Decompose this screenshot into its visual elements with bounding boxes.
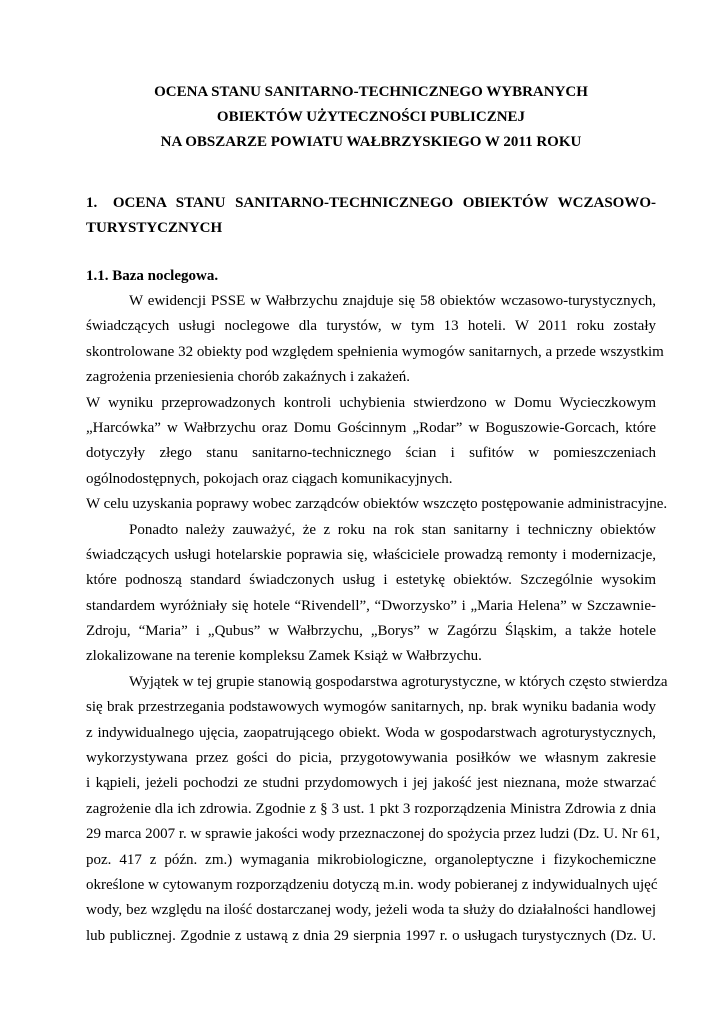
text-line: W celu uzyskania poprawy wobec zarządców obiektów wszczęto postępowanie administracyjne.	[86, 496, 668, 513]
text-line: ogólnodostępnych, pokojach oraz ciągach komunikacyjnych.	[86, 470, 453, 487]
text-line: które podnoszą standard świadczonych usług i estetykę obiektów. Szczególnie wysokim	[86, 572, 656, 589]
title-line-2: OBIEKTÓW UŻYTECZNOŚCI PUBLICZNEJ	[216, 109, 526, 125]
text-line: i kąpieli, jeżeli pochodzi ze studni przydomowych i jej jakość jest nieznana, może stwarzać	[86, 775, 656, 792]
text-line: lub publicznej. Zgodnie z ustawą z dnia 29 sierpnia 1997 r. o usługach turystycznych (Dz. U.	[86, 927, 656, 944]
body-text	[86, 289, 668, 949]
section-heading	[86, 191, 656, 241]
text-line: skontrolowane 32 obiekty pod względem spełnienia wymogów sanitarnych, a przede wszystkim	[86, 343, 664, 360]
text-line: wykorzystywana przez gości do picia, przygotowywania posiłków we własnym zakresie	[86, 750, 656, 767]
section-heading-line-2: TURYSTYCZNYCH	[86, 220, 223, 236]
text-line: W ewidencji PSSE w Wałbrzychu znajduje się 58 obiektów wczasowo-turystycznych,	[129, 293, 656, 309]
text-line: wody, bez względu na ilość dostarczanej wody, jeżeli woda ta służy do działalności handlowej	[86, 902, 656, 919]
text-line: zagrożenie dla ich zdrowia. Zgodnie z § 3 ust. 1 pkt 3 rozporządzenia Ministra Zdrowia z dnia	[86, 800, 656, 817]
document-title	[86, 80, 656, 155]
text-line: W wyniku przeprowadzonych kontroli uchybienia stwierdzono w Domu Wycieczkowym	[86, 394, 656, 411]
text-line: się brak przestrzegania podstawowych wymogów sanitarnych, np. brak wyniku badania wody	[86, 699, 656, 716]
text-line: Zdroju, “Maria” i „Qubus” w Wałbrzychu, „Borys” w Zagórzu Śląskim, a także hotele	[86, 623, 656, 640]
text-line: Wyjątek w tej grupie stanowią gospodarstwa agroturystyczne, w których często stwierdza	[129, 673, 668, 690]
text-line: zagrożenia przeniesienia chorób zakaźnych i zakażeń.	[86, 369, 410, 386]
text-line: standardem wyróżniały się hotele “Rivendell”, “Dworzysko” i „Maria Helena” w Szczawnie-	[86, 597, 656, 614]
text-line: dotyczyły złego stanu sanitarno-technicznego ścian i sufitów w pomieszczeniach	[86, 445, 656, 462]
section-number: 1.	[86, 195, 98, 211]
text-line: poz. 417 z późn. zm.) wymagania mikrobiologiczne, organoleptyczne i fizykochemiczne	[86, 851, 656, 868]
text-line: Ponadto należy zauważyć, że z roku na rok stan sanitarny i techniczny obiektów	[129, 521, 656, 538]
text-line: „Harcówka” w Wałbrzychu oraz Domu Gościnnym „Rodar” w Boguszowie-Gorcach, które	[86, 419, 656, 436]
subsection-heading: 1.1. Baza noclegowa.	[86, 268, 219, 284]
title-line-1: OCENA STANU SANITARNO-TECHNICZNEGO WYBRANYCH	[154, 84, 588, 100]
text-line: zlokalizowane na terenie kompleksu Zamek Książ w Wałbrzychu.	[86, 648, 482, 665]
text-line: z indywidualnego ujęcia, zaopatrującego obiekt. Woda w gospodarstwach agroturystycznych,	[86, 724, 656, 741]
text-line: 29 marca 2007 r. w sprawie jakości wody przeznaczonej do spożycia przez ludzi (Dz. U. Nr 61,	[86, 826, 660, 843]
text-line: określone w cytowanym rozporządzeniu dotyczą m.in. wody pobieranej z indywidualnych ujęć	[86, 876, 658, 893]
section-heading-line-1: OCENA STANU SANITARNO-TECHNICZNEGO OBIEKTÓW WCZASOWO-	[112, 195, 656, 211]
title-line-3: NA OBSZARZE POWIATU WAŁBRZYSKIEGO W 2011 ROKU	[160, 134, 582, 150]
text-line: świadczących usługi hotelarskie poprawia się, właściciele prowadzą remonty i modernizacje,	[86, 546, 656, 563]
text-line: świadczących usługi noclegowe dla turystów, w tym 13 hoteli. W 2011 roku zostały	[86, 318, 656, 335]
